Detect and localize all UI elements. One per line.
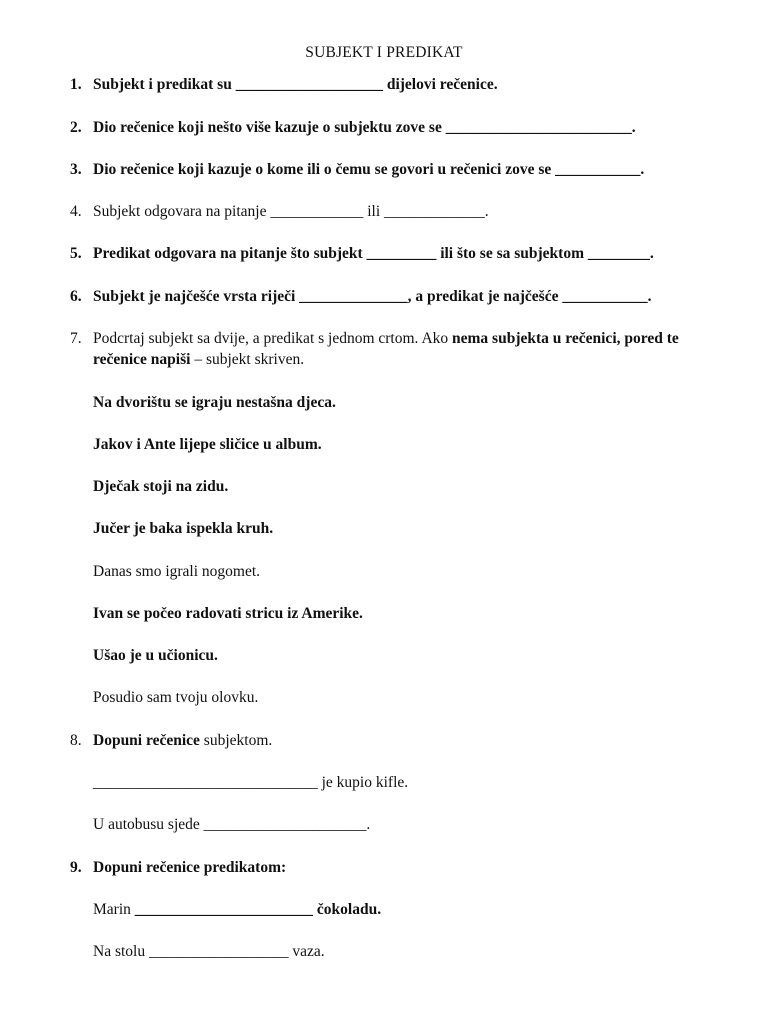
question-number: 9. [70, 859, 82, 876]
question-5 [70, 243, 730, 264]
fill-line-4: Na stolu __________________ vaza. [93, 943, 325, 960]
question-text: Dopuni rečenice predikatom: [93, 859, 287, 876]
question-9 [70, 857, 730, 878]
question-4 [70, 201, 730, 222]
question-6 [70, 286, 730, 307]
question-text: Subjekt je najčešće vrsta riječi ______________, a predikat je najčešće ___________. [93, 288, 652, 305]
question-number: 5. [70, 245, 82, 262]
question-text: Subjekt i predikat su ___________________ dijelovi rečenice. [93, 76, 498, 93]
question-8 [70, 730, 730, 751]
question-number: 1. [70, 76, 82, 93]
question-text: subjektom. [199, 732, 273, 749]
sentence-1: Na dvorištu se igraju nestašna djeca. [93, 394, 336, 411]
question-text-bold: nema subjekta u rečenici, pored te rečenice napiši [93, 330, 679, 368]
question-3 [70, 159, 730, 180]
question-number: 6. [70, 288, 82, 305]
page-title: SUBJEKT I PREDIKAT [305, 44, 463, 61]
question-text: – subjekt skriven. [190, 351, 305, 368]
question-number: 7. [70, 330, 82, 347]
question-number: 2. [70, 119, 82, 136]
sentence-5: Danas smo igrali nogomet. [93, 563, 261, 580]
question-text: Predikat odgovara na pitanje što subjekt _________ ili što se sa subjektom ________. [93, 245, 654, 262]
sentence-2: Jakov i Ante lijepe sličice u album. [93, 436, 322, 453]
question-number: 3. [70, 161, 82, 178]
sentence-6: Ivan se počeo radovati stricu iz Amerike. [93, 605, 363, 622]
fill-line-text-bold: _______________________ čokoladu. [134, 901, 382, 918]
question-7 [70, 328, 710, 370]
sentence-4: Jučer je baka ispekla kruh. [93, 520, 274, 537]
question-text-bold: Dopuni rečenice [93, 732, 200, 749]
fill-line-2: U autobusu sjede _____________________. [93, 816, 371, 833]
question-text: Dio rečenice koji kazuje o kome ili o čemu se govori u rečenici zove se ___________. [93, 161, 645, 178]
question-number: 8. [70, 732, 82, 749]
question-text: Subjekt odgovara na pitanje ____________ ili _____________. [93, 203, 489, 220]
question-number: 4. [70, 203, 82, 220]
sentence-8: Posudio sam tvoju olovku. [93, 689, 259, 706]
fill-line-text: Marin [93, 901, 135, 918]
sentence-7: Ušao je u učionicu. [93, 647, 218, 664]
question-2 [70, 117, 730, 138]
question-text: Dio rečenice koji nešto više kazuje o subjektu zove se ________________________. [93, 119, 636, 136]
question-text: Podcrtaj subjekt sa dvije, a predikat s jednom crtom. Ako [93, 330, 453, 347]
question-1 [70, 74, 730, 95]
fill-line-3 [93, 899, 733, 920]
fill-line-1: _____________________________ je kupio kifle. [93, 774, 409, 791]
sentence-3: Dječak stoji na zidu. [93, 478, 229, 495]
